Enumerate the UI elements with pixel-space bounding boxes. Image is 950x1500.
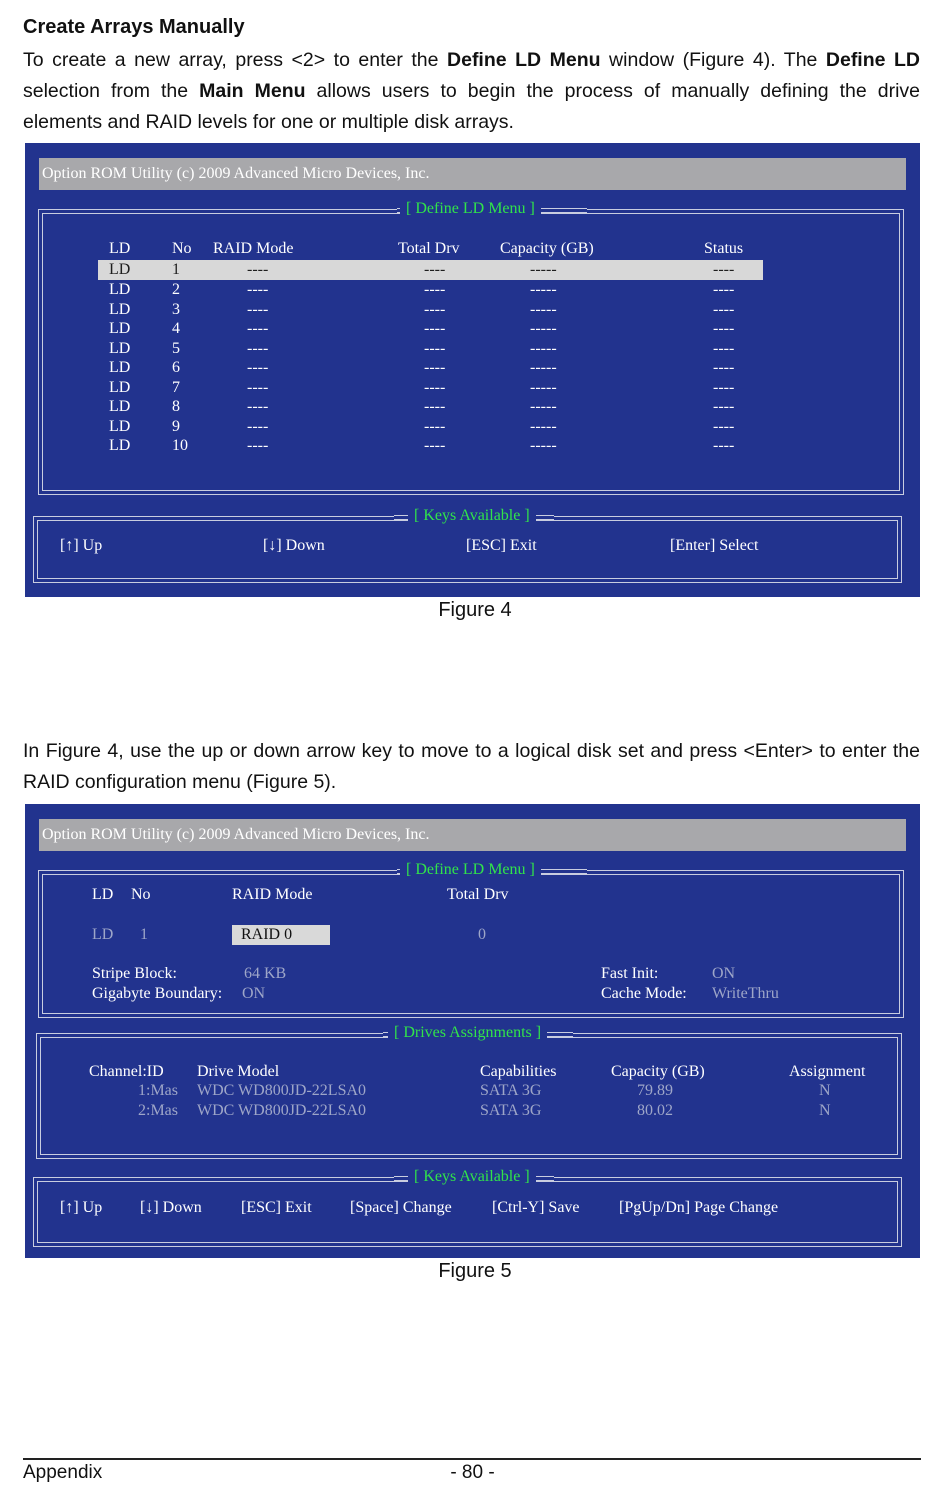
ld-row-selected[interactable]: LD 1 ---- ---- ----- ---- — [98, 260, 763, 280]
drive-header-capacity: Capacity (GB) — [611, 1063, 705, 1080]
figure5-caption: Figure 5 — [438, 1260, 512, 1282]
header-raid-mode: RAID Mode — [232, 886, 313, 903]
key-up: [↑] Up — [60, 1199, 103, 1216]
drive-header-channel: Channel:ID — [89, 1063, 164, 1080]
col-header-total-drv: Total Drv — [398, 240, 460, 257]
total-drv-value: 0 — [478, 926, 486, 943]
utility-title-bar: Option ROM Utility (c) 2009 Advanced Micro Devices, Inc. — [39, 158, 906, 190]
figure5-screen — [25, 804, 920, 1258]
col-header-no: No — [172, 240, 192, 257]
gigabyte-boundary-label: Gigabyte Boundary: — [92, 985, 223, 1002]
keys-available-frame — [33, 507, 902, 583]
key-page-change: [PgUp/Dn] Page Change — [619, 1199, 779, 1216]
define-ld-menu-frame — [38, 861, 904, 1018]
key-esc-exit: [ESC] Exit — [466, 537, 537, 554]
key-ctrl-y-save: [Ctrl-Y] Save — [492, 1199, 580, 1216]
cache-mode-label: Cache Mode: — [601, 985, 687, 1002]
drives-assignments-title: [ Drives Assignments ] — [388, 1022, 547, 1044]
col-header-ld: LD — [109, 240, 131, 257]
header-ld: LD — [92, 886, 114, 903]
key-down: [↓] Down — [140, 1199, 202, 1216]
utility-title-bar: Option ROM Utility (c) 2009 Advanced Micro Devices, Inc. — [39, 819, 906, 851]
gigabyte-boundary-value[interactable]: ON — [242, 985, 266, 1002]
raid-mode-selector[interactable]: RAID 0 — [232, 925, 330, 945]
page-number: - 80 - — [450, 1462, 495, 1483]
footer-section: Appendix — [23, 1462, 103, 1483]
col-header-raid-mode: RAID Mode — [213, 240, 294, 257]
section-heading: Create Arrays Manually — [23, 16, 245, 38]
intro-paragraph: To create a new array, press <2> to enter the Define LD Menu window (Figure 4). The Define LD selection from the Main Menu allows users to begin the process of manually defining the drive elements and RAID levels for one or multiple disk arrays. — [23, 49, 921, 133]
drive-header-capabilities: Capabilities — [480, 1063, 557, 1080]
key-enter-select: [Enter] Select — [670, 537, 759, 554]
key-esc-exit: [ESC] Exit — [241, 1199, 312, 1216]
drive-header-assignment: Assignment — [789, 1063, 866, 1080]
col-header-status: Status — [704, 240, 744, 257]
instruction-paragraph: In Figure 4, use the up or down arrow key to move to a logical disk set and press <Enter> to enter the RAID configuration menu (Figure 5). — [23, 740, 920, 793]
figure4-caption: Figure 4 — [438, 599, 512, 621]
header-no: No — [131, 886, 151, 903]
stripe-block-label: Stripe Block: — [92, 965, 177, 982]
keys-available-title: [ Keys Available ] — [408, 505, 536, 527]
drive-header-model: Drive Model — [197, 1063, 280, 1080]
key-space-change: [Space] Change — [350, 1199, 452, 1216]
cache-mode-value[interactable]: WriteThru — [712, 985, 779, 1002]
col-header-capacity: Capacity (GB) — [500, 240, 594, 257]
figure4-screen — [25, 143, 920, 597]
header-total-drv: Total Drv — [447, 886, 509, 903]
define-ld-menu-frame: [ Define LD Menu ] LD No RAID Mode Total Drv Capacity (GB) Status LD 1 ---- ---- ----- ---- LD 2 ---- ---- ----- ---- LD 3 ---- ---- ----- ---- LD 4 ---- ---- ----- ---- LD 5 ---- ---- ----- ---- LD 6 ---- ---- ----- ---- LD 7 ---- ---- ----- ---- LD 8 ---- ---- ----- ---- LD 9 ---- ---- ----- ---- LD 10 ---- ---- ----- ---- — [38, 209, 904, 495]
keys-available-frame — [33, 1168, 902, 1247]
footer-divider — [23, 1458, 921, 1460]
define-ld-menu-title: [ Define LD Menu ] — [400, 859, 541, 881]
stripe-block-value[interactable]: 64 KB — [244, 965, 287, 982]
key-up: [↑] Up — [60, 537, 103, 554]
keys-available-title: [ Keys Available ] — [408, 1166, 536, 1188]
no-value: 1 — [140, 926, 148, 943]
key-down: [↓] Down — [263, 537, 325, 554]
define-ld-menu-title: [ Define LD Menu ] — [400, 198, 541, 220]
fast-init-label: Fast Init: — [601, 965, 659, 982]
ld-value: LD — [92, 926, 114, 943]
fast-init-value[interactable]: ON — [712, 965, 736, 982]
drives-assignments-frame: [ Drives Assignments ] Channel:ID Drive Model Capabilities Capacity (GB) Assignment 1:Mas WDC WD800JD-22LSA0 SATA 3G 79.89 N 2:Mas WDC WD800JD-22LSA0 SATA 3G 80.02 N — [36, 1033, 902, 1159]
